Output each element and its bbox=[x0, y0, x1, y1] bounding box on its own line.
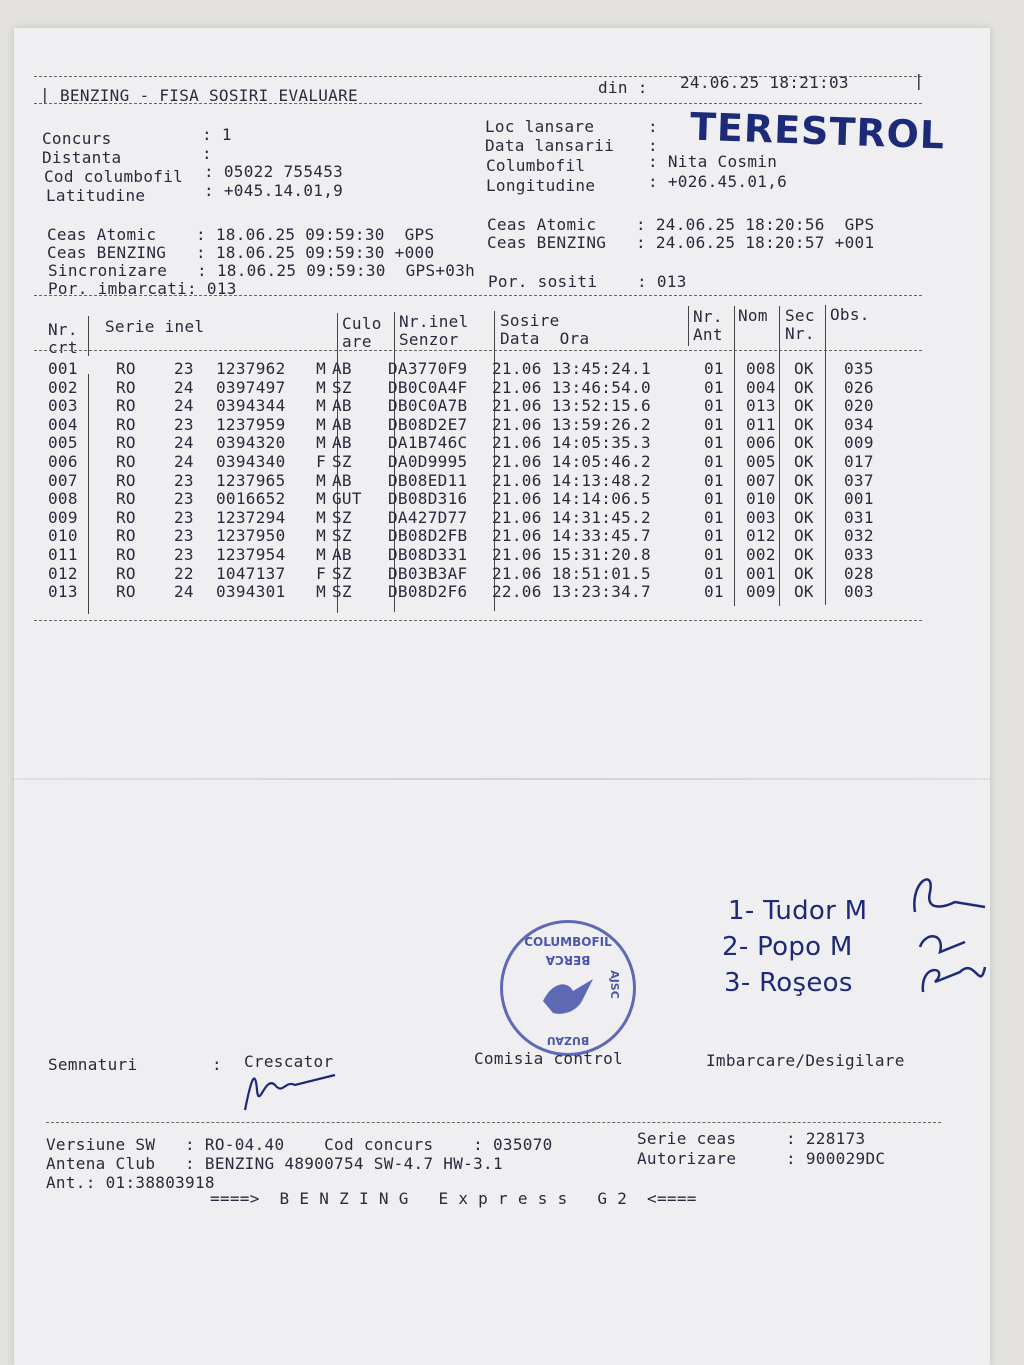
cell-obs: 037 bbox=[844, 470, 874, 490]
cell-obs: 033 bbox=[844, 544, 874, 564]
breeder-signature bbox=[235, 1052, 345, 1120]
handwritten-line: 2- Popo M bbox=[722, 932, 853, 962]
cell-ant: 01 bbox=[704, 451, 724, 471]
cell-obs: 017 bbox=[844, 451, 874, 471]
table-row bbox=[48, 397, 884, 416]
info-label: Distanta bbox=[42, 148, 122, 167]
info-value: : +045.14.01,9 bbox=[204, 181, 344, 200]
table-row bbox=[48, 434, 884, 453]
cell-sensor: DB08D2E7 bbox=[388, 414, 468, 434]
cell-sex: M bbox=[316, 470, 326, 490]
clock-line: Ceas Atomic : 18.06.25 09:59:30 GPS bbox=[47, 225, 435, 244]
cell-nom: 002 bbox=[746, 544, 776, 564]
cell-nom: 013 bbox=[746, 396, 776, 416]
clock-line: Ceas BENZING : 24.06.25 18:20:57 +001 bbox=[487, 233, 875, 252]
col-header-serie: Serie inel bbox=[105, 317, 205, 336]
cell-obs: 034 bbox=[844, 414, 874, 434]
cell-yr: 24 bbox=[174, 582, 194, 602]
cell-col: SZ bbox=[332, 526, 352, 546]
cell-ant: 01 bbox=[704, 470, 724, 490]
cell-obs: 032 bbox=[844, 526, 874, 546]
footer-line: Serie ceas : 228173 bbox=[637, 1129, 866, 1148]
cell-nr: 003 bbox=[48, 396, 78, 416]
cell-obs: 003 bbox=[844, 582, 874, 602]
cell-sensor: DB08D331 bbox=[388, 544, 468, 564]
cell-obs: 035 bbox=[844, 359, 874, 378]
cell-col: AB bbox=[332, 433, 352, 453]
cell-num: 1047137 bbox=[216, 563, 286, 583]
cell-sex: M bbox=[316, 359, 326, 378]
cell-sensor: DB08D2FB bbox=[388, 526, 468, 546]
col-header-nr: Nr. crt bbox=[48, 320, 78, 357]
cell-nr: 005 bbox=[48, 433, 78, 453]
cell-sensor: DB0C0A7B bbox=[388, 396, 468, 416]
cell-nr: 008 bbox=[48, 489, 78, 509]
cell-yr: 24 bbox=[174, 396, 194, 416]
club-stamp bbox=[500, 920, 636, 1056]
cell-date: 21.06 18:51:01.5 bbox=[492, 563, 651, 583]
cell-nr: 013 bbox=[48, 582, 78, 602]
cell-sec: OK bbox=[794, 563, 814, 583]
cell-yr: 23 bbox=[174, 526, 194, 546]
cell-ant: 01 bbox=[704, 526, 724, 546]
cell-date: 21.06 13:59:26.2 bbox=[492, 414, 651, 434]
cell-ro: RO bbox=[116, 563, 136, 583]
cell-sex: M bbox=[316, 526, 326, 546]
signature-crescator-label: Crescator bbox=[244, 1052, 334, 1071]
column-separator bbox=[688, 306, 689, 346]
handwritten-line: 1- Tudor M bbox=[728, 896, 868, 926]
info-value: : Nita Cosmin bbox=[648, 152, 778, 171]
cell-num: 0394344 bbox=[216, 396, 286, 416]
cell-sensor: DA1B746C bbox=[388, 433, 468, 453]
cell-nr: 002 bbox=[48, 377, 78, 397]
cell-ant: 01 bbox=[704, 359, 724, 378]
cell-nom: 005 bbox=[746, 451, 776, 471]
cell-col: GUT bbox=[332, 489, 362, 509]
info-label: Longitudine bbox=[486, 176, 596, 195]
cell-sex: M bbox=[316, 433, 326, 453]
cell-ro: RO bbox=[116, 396, 136, 416]
cell-ro: RO bbox=[116, 489, 136, 509]
table-row bbox=[48, 565, 884, 584]
cell-ro: RO bbox=[116, 377, 136, 397]
cell-col: SZ bbox=[332, 377, 352, 397]
arrivals-table bbox=[48, 360, 884, 602]
cell-ro: RO bbox=[116, 582, 136, 602]
cell-col: SZ bbox=[332, 507, 352, 527]
cell-yr: 24 bbox=[174, 433, 194, 453]
brand-line: ====> B E N Z I N G E x p r e s s G 2 <==== bbox=[210, 1189, 697, 1208]
cell-ro: RO bbox=[116, 544, 136, 564]
cell-nom: 012 bbox=[746, 526, 776, 546]
cell-sex: M bbox=[316, 507, 326, 527]
cell-nom: 003 bbox=[746, 507, 776, 527]
cell-nom: 007 bbox=[746, 470, 776, 490]
cell-ant: 01 bbox=[704, 544, 724, 564]
info-label: Loc lansare bbox=[485, 117, 595, 136]
info-value: : +026.45.01,6 bbox=[648, 172, 788, 191]
table-row bbox=[48, 490, 884, 509]
cell-nom: 006 bbox=[746, 433, 776, 453]
cell-num: 1237965 bbox=[216, 470, 286, 490]
info-label: Cod columbofil bbox=[44, 167, 184, 186]
table-row bbox=[48, 360, 884, 379]
cell-nr: 009 bbox=[48, 507, 78, 527]
col-header-nr-ant: Nr. Ant bbox=[693, 307, 723, 344]
table-row bbox=[48, 527, 884, 546]
cell-date: 21.06 14:14:06.5 bbox=[492, 489, 651, 509]
cell-sec: OK bbox=[794, 489, 814, 509]
info-label: Data lansarii bbox=[485, 136, 615, 155]
cell-sec: OK bbox=[794, 359, 814, 378]
cell-yr: 23 bbox=[174, 544, 194, 564]
table-row bbox=[48, 453, 884, 472]
cell-sex: F bbox=[316, 451, 326, 471]
cell-sec: OK bbox=[794, 507, 814, 527]
cell-sensor: DB08D2F6 bbox=[388, 582, 468, 602]
cell-num: 0394301 bbox=[216, 582, 286, 602]
cell-sensor: DA427D77 bbox=[388, 507, 468, 527]
cell-sex: M bbox=[316, 544, 326, 564]
column-separator bbox=[88, 316, 89, 356]
cell-ant: 01 bbox=[704, 396, 724, 416]
col-header-sec: Sec Nr. bbox=[785, 306, 815, 343]
cell-nom: 010 bbox=[746, 489, 776, 509]
cell-ro: RO bbox=[116, 507, 136, 527]
cell-num: 1237962 bbox=[216, 359, 286, 378]
info-label: Concurs bbox=[42, 129, 112, 148]
cell-sec: OK bbox=[794, 396, 814, 416]
cell-obs: 009 bbox=[844, 433, 874, 453]
cell-nr: 001 bbox=[48, 359, 78, 378]
table-row bbox=[48, 509, 884, 528]
cell-num: 1237950 bbox=[216, 526, 286, 546]
handwritten-line: 3- Roşeos bbox=[724, 968, 853, 998]
cell-yr: 23 bbox=[174, 414, 194, 434]
cell-sec: OK bbox=[794, 470, 814, 490]
cell-ant: 01 bbox=[704, 414, 724, 434]
cell-sec: OK bbox=[794, 526, 814, 546]
info-value: : bbox=[648, 136, 658, 155]
info-value: : 05022 755453 bbox=[204, 162, 344, 181]
signatures-label: Semnaturi bbox=[48, 1055, 138, 1074]
cell-sensor: DA0D9995 bbox=[388, 451, 468, 471]
cell-col: SZ bbox=[332, 563, 352, 583]
table-row bbox=[48, 416, 884, 435]
cell-yr: 24 bbox=[174, 451, 194, 471]
cell-col: AB bbox=[332, 396, 352, 416]
cell-date: 21.06 14:31:45.2 bbox=[492, 507, 651, 527]
handwritten-location: TERESTROL bbox=[689, 104, 946, 158]
cell-nom: 011 bbox=[746, 414, 776, 434]
cell-col: AB bbox=[332, 414, 352, 434]
cell-yr: 23 bbox=[174, 507, 194, 527]
cell-sec: OK bbox=[794, 414, 814, 434]
cell-nom: 008 bbox=[746, 359, 776, 378]
info-value: : bbox=[648, 117, 658, 136]
cell-nr: 004 bbox=[48, 414, 78, 434]
cell-sensor: DB03B3AF bbox=[388, 563, 468, 583]
cell-date: 21.06 14:13:48.2 bbox=[492, 470, 651, 490]
cell-obs: 020 bbox=[844, 396, 874, 416]
cell-ant: 01 bbox=[704, 433, 724, 453]
cell-ant: 01 bbox=[704, 489, 724, 509]
signature-comisia-label: Comisia control bbox=[474, 1049, 623, 1068]
cell-nom: 004 bbox=[746, 377, 776, 397]
cell-sex: F bbox=[316, 563, 326, 583]
cell-num: 0394320 bbox=[216, 433, 286, 453]
cell-sex: M bbox=[316, 377, 326, 397]
cell-sec: OK bbox=[794, 544, 814, 564]
cell-sensor: DB08ED11 bbox=[388, 470, 468, 490]
cell-nom: 009 bbox=[746, 582, 776, 602]
cell-sensor: DB0C0A4F bbox=[388, 377, 468, 397]
info-label: Latitudine bbox=[46, 186, 146, 205]
cell-date: 21.06 13:46:54.0 bbox=[492, 377, 651, 397]
table-row bbox=[48, 546, 884, 565]
clock-line: Por. imbarcati: 013 bbox=[48, 279, 237, 298]
cell-col: SZ bbox=[332, 451, 352, 471]
clock-line: Por. sositi : 013 bbox=[488, 272, 687, 291]
info-value: : bbox=[202, 144, 212, 163]
cell-num: 1237954 bbox=[216, 544, 286, 564]
pigeon-icon bbox=[538, 971, 598, 1021]
stamp-side-text: AJSC bbox=[608, 970, 622, 999]
cell-sensor: DA3770F9 bbox=[388, 359, 468, 378]
stamp-bottom-text: BUZAU bbox=[546, 1034, 590, 1047]
cell-obs: 028 bbox=[844, 563, 874, 583]
header-left-bar: | bbox=[40, 85, 50, 104]
cell-sec: OK bbox=[794, 433, 814, 453]
cell-ant: 01 bbox=[704, 377, 724, 397]
info-value: : 1 bbox=[202, 125, 232, 144]
cell-ant: 01 bbox=[704, 582, 724, 602]
clock-line: Sincronizare : 18.06.25 09:59:30 GPS+03h bbox=[48, 261, 476, 280]
cell-obs: 031 bbox=[844, 507, 874, 527]
cell-date: 21.06 14:33:45.7 bbox=[492, 526, 651, 546]
stamp-middle-text: BERCA bbox=[545, 953, 591, 967]
cell-num: 0397497 bbox=[216, 377, 286, 397]
cell-ro: RO bbox=[116, 414, 136, 434]
header-right-bar: | bbox=[914, 71, 924, 90]
cell-num: 0394340 bbox=[216, 451, 286, 471]
stamp-top-text: COLUMBOFIL bbox=[524, 935, 612, 949]
col-header-nr-inel: Nr.inel Senzor bbox=[399, 312, 469, 349]
clock-line: Ceas Atomic : 24.06.25 18:20:56 GPS bbox=[487, 215, 875, 234]
cell-date: 21.06 13:45:24.1 bbox=[492, 359, 651, 378]
table-row bbox=[48, 472, 884, 491]
cell-nr: 011 bbox=[48, 544, 78, 564]
cell-yr: 22 bbox=[174, 563, 194, 583]
cell-obs: 026 bbox=[844, 377, 874, 397]
cell-sex: M bbox=[316, 414, 326, 434]
signature-imbarcare-label: Imbarcare/Desigilare bbox=[706, 1051, 905, 1070]
cell-date: 21.06 14:05:35.3 bbox=[492, 433, 651, 453]
cell-date: 21.06 13:52:15.6 bbox=[492, 396, 651, 416]
divider bbox=[34, 103, 922, 104]
cell-date: 21.06 14:05:46.2 bbox=[492, 451, 651, 471]
cell-ant: 01 bbox=[704, 507, 724, 527]
cell-nr: 012 bbox=[48, 563, 78, 583]
cell-yr: 23 bbox=[174, 489, 194, 509]
divider bbox=[34, 295, 922, 296]
cell-ro: RO bbox=[116, 451, 136, 471]
signatures-colon: : bbox=[212, 1055, 222, 1074]
report-title: BENZING - FISA SOSIRI EVALUARE bbox=[60, 86, 358, 105]
cell-nr: 010 bbox=[48, 526, 78, 546]
cell-obs: 001 bbox=[844, 489, 874, 509]
cell-ant: 01 bbox=[704, 563, 724, 583]
cell-nom: 001 bbox=[746, 563, 776, 583]
cell-col: AB bbox=[332, 544, 352, 564]
footer-line: Autorizare : 900029DC bbox=[637, 1149, 886, 1168]
cell-yr: 23 bbox=[174, 359, 194, 378]
cell-ro: RO bbox=[116, 470, 136, 490]
cell-col: SZ bbox=[332, 582, 352, 602]
cell-nr: 007 bbox=[48, 470, 78, 490]
footer-line: Ant.: 01:38803918 bbox=[46, 1173, 215, 1192]
cell-col: AB bbox=[332, 470, 352, 490]
cell-sex: M bbox=[316, 489, 326, 509]
cell-num: 0016652 bbox=[216, 489, 286, 509]
cell-date: 21.06 15:31:20.8 bbox=[492, 544, 651, 564]
date-label: din : bbox=[598, 78, 648, 97]
handwritten-initials bbox=[905, 862, 995, 1012]
divider bbox=[34, 350, 922, 351]
cell-sec: OK bbox=[794, 582, 814, 602]
cell-sec: OK bbox=[794, 377, 814, 397]
cell-sensor: DB08D316 bbox=[388, 489, 468, 509]
footer-line: Antena Club : BENZING 48900754 SW-4.7 HW-3.1 bbox=[46, 1154, 503, 1173]
cell-date: 22.06 13:23:34.7 bbox=[492, 582, 651, 602]
cell-ro: RO bbox=[116, 359, 136, 378]
cell-sex: M bbox=[316, 396, 326, 416]
cell-yr: 23 bbox=[174, 470, 194, 490]
divider bbox=[46, 1122, 941, 1123]
divider bbox=[34, 620, 922, 621]
cell-num: 1237959 bbox=[216, 414, 286, 434]
cell-sec: OK bbox=[794, 451, 814, 471]
cell-ro: RO bbox=[116, 526, 136, 546]
report-datetime: 24.06.25 18:21:03 bbox=[680, 73, 849, 92]
info-label: Columbofil bbox=[486, 156, 586, 175]
col-header-culoare: Culo are bbox=[342, 314, 382, 351]
col-header-nom: Nom bbox=[738, 306, 768, 325]
cell-nr: 006 bbox=[48, 451, 78, 471]
cell-sex: M bbox=[316, 582, 326, 602]
table-row bbox=[48, 583, 884, 602]
clock-line: Ceas BENZING : 18.06.25 09:59:30 +000 bbox=[47, 243, 435, 262]
cell-ro: RO bbox=[116, 433, 136, 453]
table-row bbox=[48, 379, 884, 398]
col-header-obs: Obs. bbox=[830, 305, 870, 324]
col-header-sosire: Sosire Data Ora bbox=[500, 311, 590, 348]
cell-yr: 24 bbox=[174, 377, 194, 397]
cell-col: AB bbox=[332, 359, 352, 378]
cell-num: 1237294 bbox=[216, 507, 286, 527]
footer-line: Versiune SW : RO-04.40 Cod concurs : 035070 bbox=[46, 1135, 553, 1154]
